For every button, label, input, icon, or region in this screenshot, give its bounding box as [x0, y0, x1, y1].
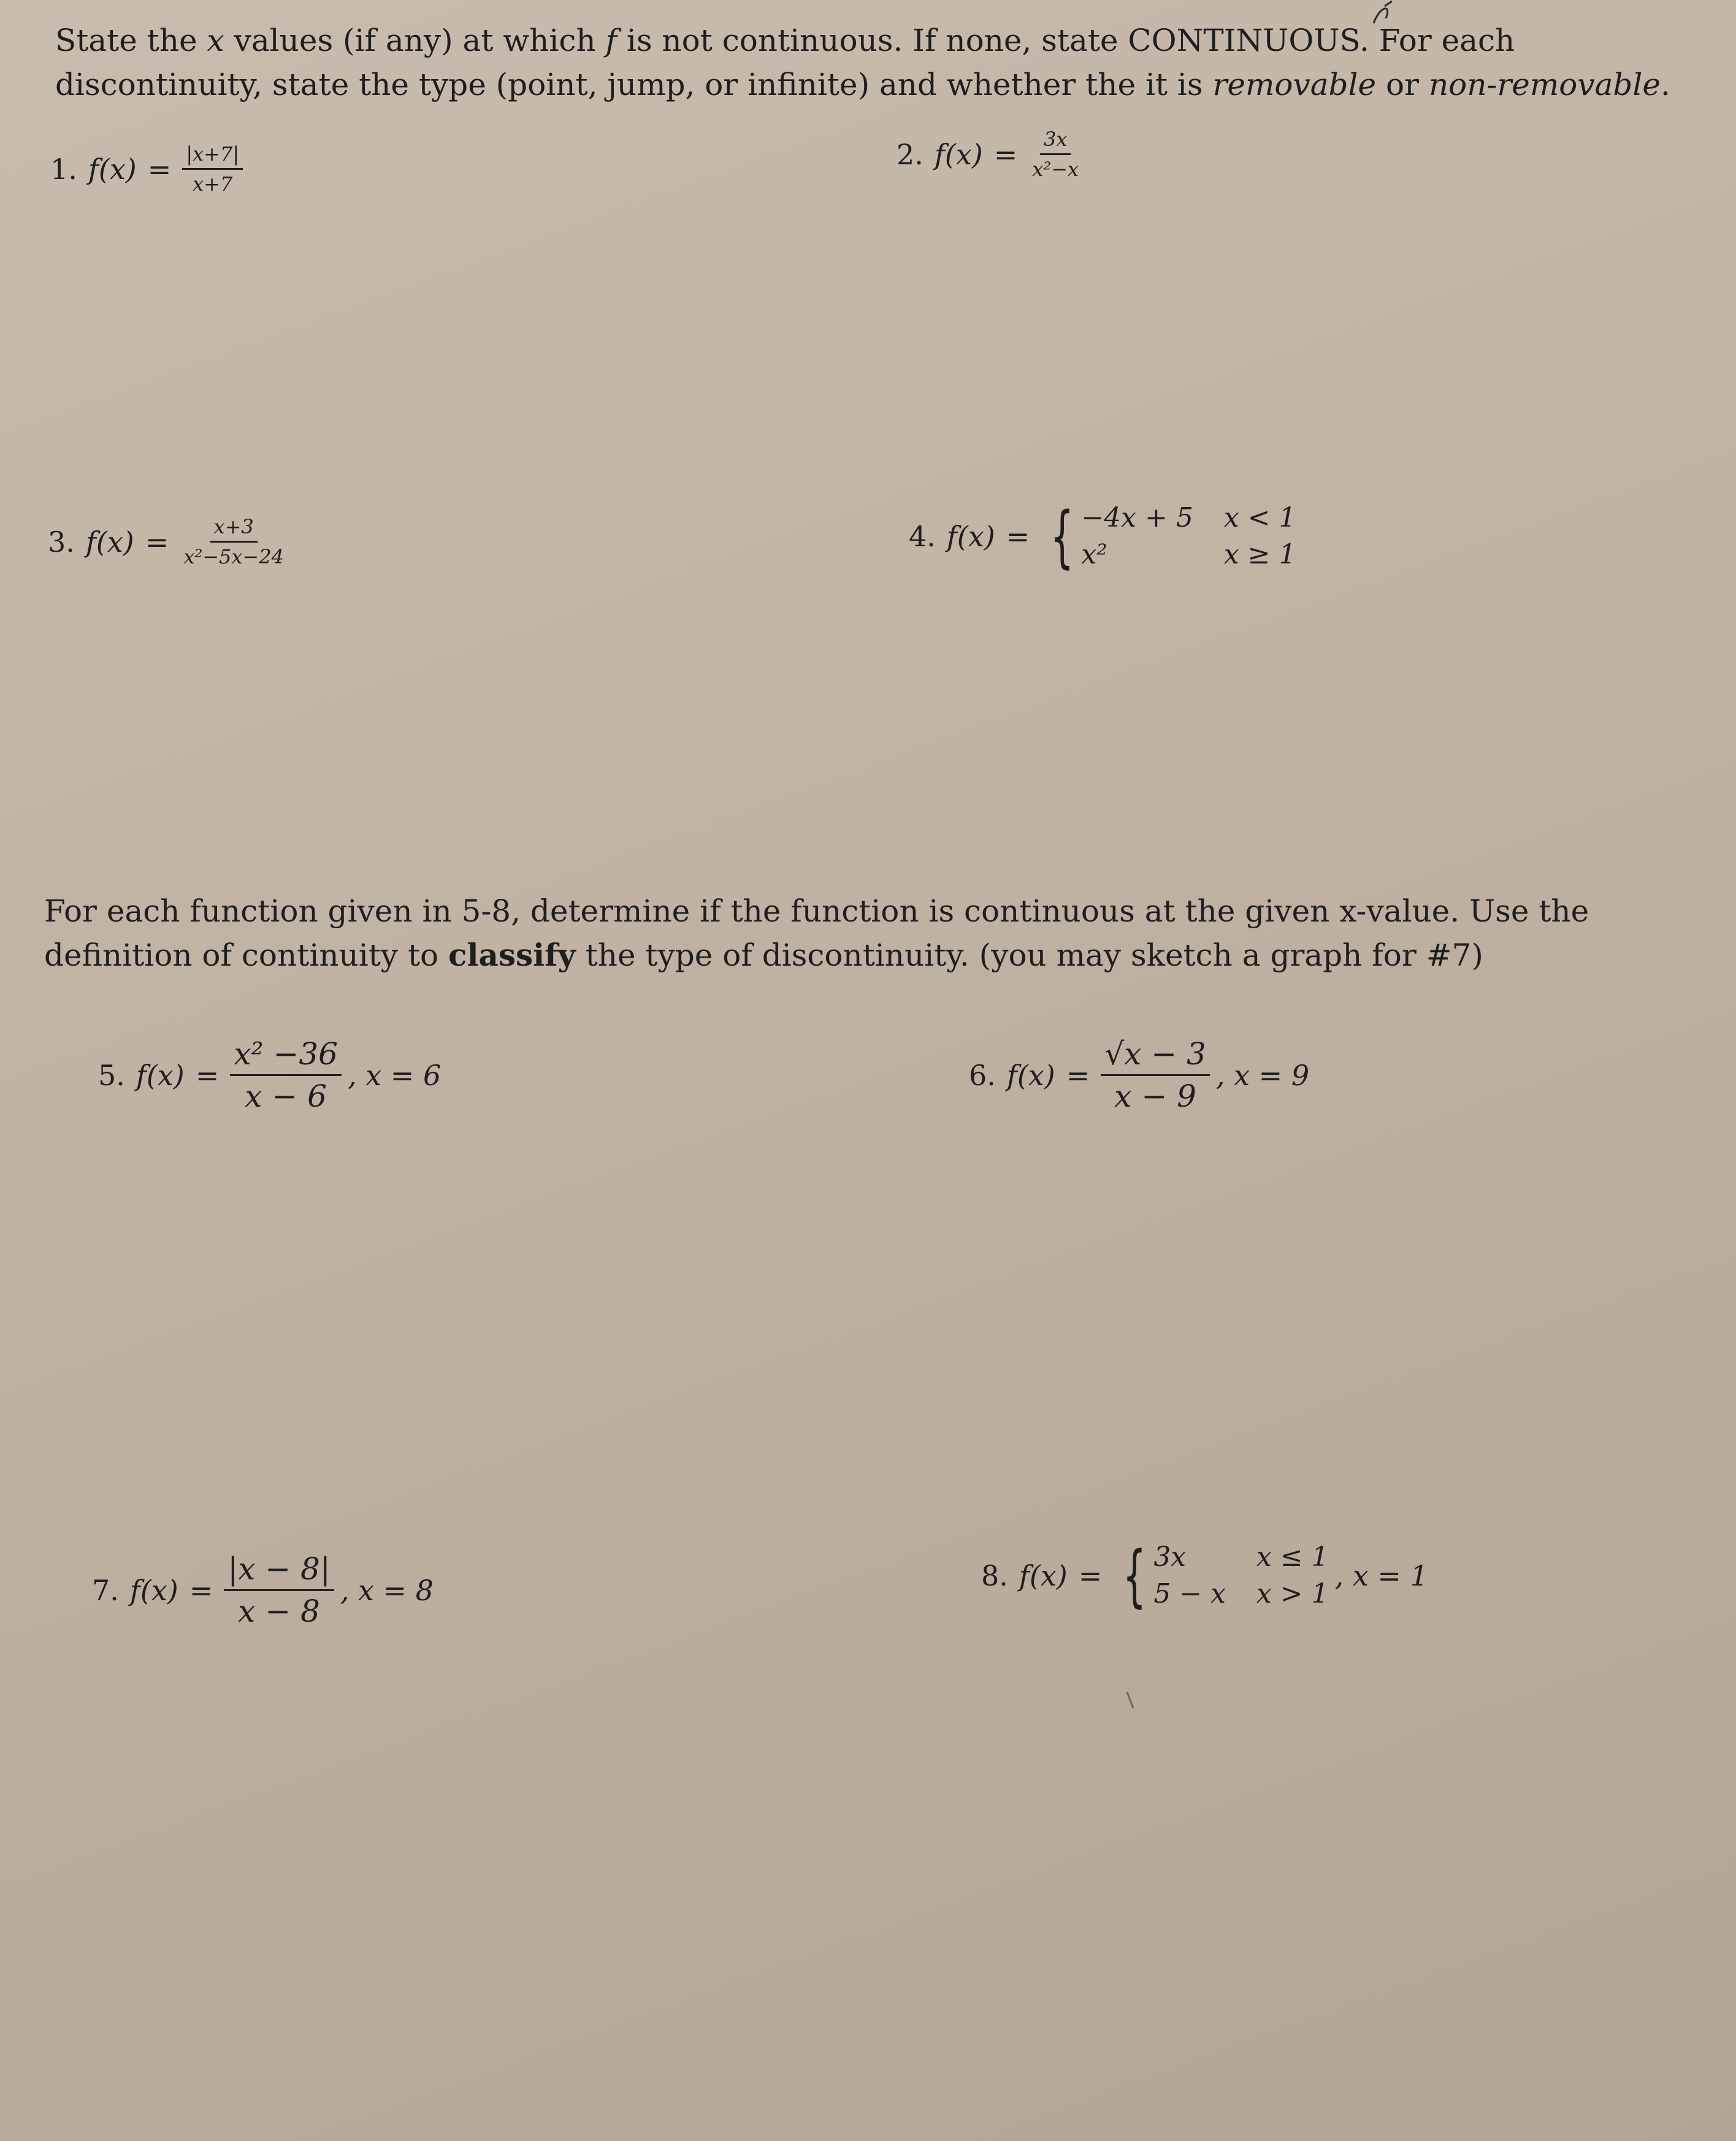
problem-6: 6. f(x) = $\frac{√x - 3}{x - 9}$ , x = 9	[969, 1036, 1310, 1114]
pen-tick-mark	[1126, 1691, 1134, 1709]
piecewise: { 3x x ≤ 1 5 − x x > 1	[1123, 1536, 1329, 1615]
problem-5: 5. f(x) = $\frac{\text{x² −36}}{x - 6}$ , x = 6	[98, 1036, 442, 1114]
fraction: $\frac{|x+7|}{x+7}$	[182, 142, 243, 196]
fraction: $\frac{√x - 3}{x - 9}$	[1101, 1036, 1210, 1114]
piecewise: { −4x + 5 x < 1 x² x ≥ 1	[1050, 497, 1296, 576]
fraction: $\frac{|x - 8|}{x - 8}$	[224, 1551, 334, 1629]
fraction: $\frac{\text{x² −36}}{x - 6}$	[230, 1036, 342, 1114]
problem-3: 3. f(x) = $\frac{x+3}{\text{x²−5x−24}}$	[48, 515, 288, 568]
instructions-part2: For each function given in 5-8, determine if the function is continuous at the given x-value. Use the definition of continuity to classify the type of discontinuity. (you may sketch a graph for #7)	[44, 893, 1589, 973]
problem-7: 7. f(x) = $\frac{|x - 8|}{x - 8}$ , x = 8	[92, 1551, 434, 1629]
problem-2: 2. f(x) = $\frac{3x}{\text{x²−x}}$	[897, 128, 1082, 181]
fraction: $\frac{x+3}{\text{x²−5x−24}}$	[183, 515, 284, 568]
instructions-part1: State the x values (if any) at which f is not continuous. If none, state CONTINUOUS. For each discontinuity, state the type (point, jump, or infinite) and whether the it is removable or non-removable.	[55, 23, 1670, 102]
problem-8: 8. f(x) = { 3x x ≤ 1 5 − x x > 1 , x = 1	[981, 1536, 1428, 1615]
problem-4: 4. f(x) = { −4x + 5 x < 1 x² x ≥ 1	[909, 497, 1296, 576]
fraction: $\frac{3x}{\text{x²−x}}$	[1032, 128, 1079, 181]
problem-1: 1. f(x) = $\frac{|x+7|}{x+7}$	[50, 142, 243, 196]
